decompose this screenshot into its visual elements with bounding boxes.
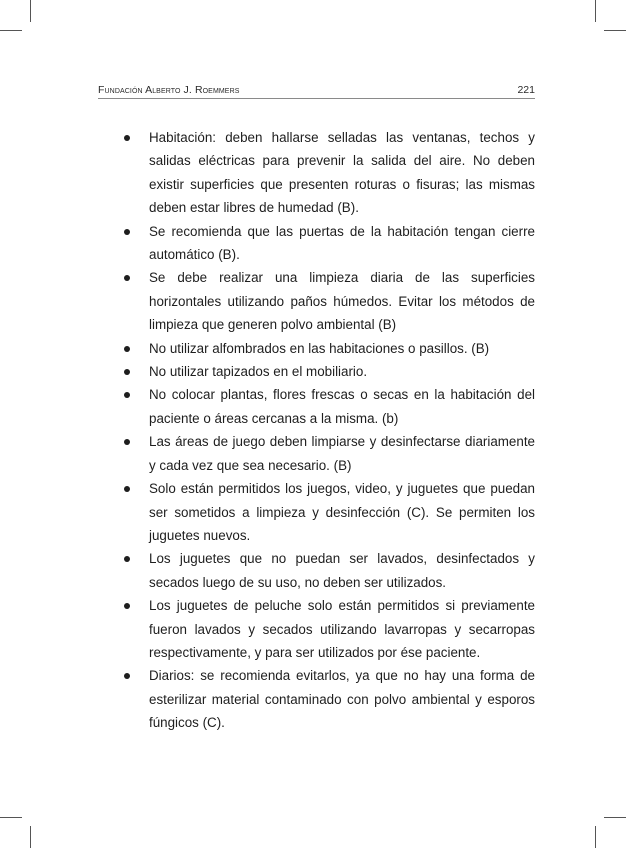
list-item-text: Habitación: deben hallarse selladas las ventanas, techos y salidas eléctricas para prevenir la salida del aire. No deben existir superficies que presenten roturas o fisuras; las mismas deben estar libres de humedad (B). xyxy=(149,130,535,216)
list-item-text: Los juguetes de peluche solo están permitidos si previamente fueron lavados y secados utilizando lavarropas y secarropas respectivamente, y para ser utilizados por ése paciente. xyxy=(149,598,535,660)
list-item xyxy=(118,266,535,336)
bullet-icon xyxy=(124,439,130,445)
list-item-text: No colocar plantas, flores frescas o secas en la habitación del paciente o áreas cercanas a la misma. (b) xyxy=(149,387,535,426)
list-item xyxy=(118,547,535,594)
crop-mark-top-left xyxy=(30,0,31,22)
bullet-icon xyxy=(124,486,130,492)
header-rule xyxy=(98,98,535,99)
list-item-text: Los juguetes que no puedan ser lavados, desinfectados y secados luego de su uso, no deben ser utilizados. xyxy=(149,551,535,590)
list-item-text: Se debe realizar una limpieza diaria de las superficies horizontales utilizando paños húmedos. Evitar los métodos de limpieza que generen polvo ambiental (B) xyxy=(149,270,535,333)
bullet-icon xyxy=(124,229,130,235)
running-head xyxy=(98,84,535,96)
list-item xyxy=(118,383,535,430)
bullet-icon xyxy=(124,556,130,562)
bullet-list xyxy=(118,126,535,735)
publisher-name: Fundación Alberto J. Roemmers xyxy=(98,84,240,96)
crop-mark-bottom-right-h xyxy=(604,817,626,818)
list-item xyxy=(118,360,535,383)
bullet-icon xyxy=(124,603,130,609)
list-item-text: No utilizar tapizados en el mobiliario. xyxy=(149,364,368,380)
list-item xyxy=(118,594,535,664)
bullet-icon xyxy=(124,135,130,141)
crop-mark-bottom-left-h xyxy=(0,817,22,818)
bullet-icon xyxy=(124,392,130,398)
list-item-text: Diarios: se recomienda evitarlos, ya que no hay una forma de esterilizar material contaminado con polvo ambiental y esporos fúngicos (C). xyxy=(149,668,535,731)
bullet-icon xyxy=(124,673,130,679)
list-item-text: No utilizar alfombrados en las habitaciones o pasillos. (B) xyxy=(149,340,490,356)
list-item-text: Las áreas de juego deben limpiarse y desinfectarse diariamente y cada vez que sea necesario. (B) xyxy=(149,434,535,473)
list-item-text: Solo están permitidos los juegos, video, y juguetes que puedan ser sometidos a limpieza y desinfección (C). Se permiten los juguetes nuevos. xyxy=(149,481,535,543)
list-item xyxy=(118,220,535,267)
list-item xyxy=(118,126,535,220)
crop-mark-bottom-left xyxy=(30,826,31,848)
crop-mark-bottom-right xyxy=(595,826,596,848)
list-item-text: Se recomienda que las puertas de la habitación tengan cierre automático (B). xyxy=(149,223,535,263)
crop-mark-top-right-h xyxy=(604,30,626,31)
list-item xyxy=(118,430,535,477)
list-item xyxy=(118,477,535,547)
bullet-icon xyxy=(124,346,130,352)
page-number: 221 xyxy=(517,84,535,96)
crop-mark-top-right xyxy=(595,0,596,22)
bullet-icon xyxy=(124,275,130,281)
list-item xyxy=(118,664,535,734)
list-item xyxy=(118,337,535,360)
crop-mark-top-left-h xyxy=(0,30,22,31)
bullet-icon xyxy=(124,369,130,375)
